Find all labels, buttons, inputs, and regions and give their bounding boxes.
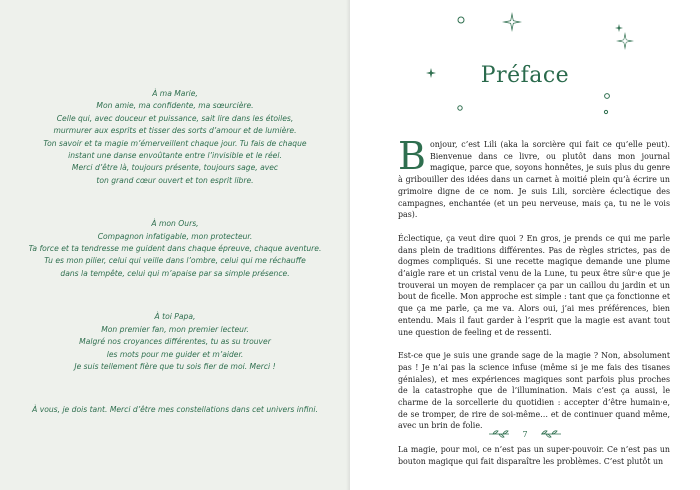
dedication-papa [0, 311, 350, 373]
paragraph: Est-ce que je suis une grande sage de la magie ? Non, absolument pas ! Je n’ai pas la science infuse (même si je me fais des tisanes géniales), et mes expériences magiques sont parfois plus proches de la catastrophe que de l’illumination. Mais c’est ça aussi, le charme de la sorcellerie du quotidien : accepter d’être humain·e, de se tromper, de rire de soi-même… et de continuer quand même, avec un brin de folie. [398, 351, 670, 431]
dedication-line: Mon premier fan, mon premier lecteur. [101, 324, 249, 334]
dedication-all [0, 404, 350, 416]
dedication-line: À mon Ours, [151, 219, 199, 229]
circle-dot-icon [458, 106, 462, 110]
dedications [0, 88, 350, 448]
dedication-line: Ta force et ta tendresse me guident dans chaque épreuve, chaque aventure. [28, 244, 322, 254]
dedication-line: Celle qui, avec douceur et puissance, sait lire dans les étoiles, [56, 113, 294, 123]
dedication-ours [0, 218, 350, 280]
preface-page [350, 0, 700, 490]
page-title: Préface [480, 63, 570, 88]
dedication-line: Malgré nos croyances différentes, tu as su trouver [79, 337, 271, 347]
dedication-line: ton grand cœur ouvert et ton esprit libre. [96, 175, 254, 185]
sparkle-star-icon [615, 24, 623, 32]
dedication-line: Je suis tellement fière que tu sois fier de moi. Merci ! [74, 361, 276, 371]
dedication-line: les mots pour me guider et m’aider. [106, 349, 244, 359]
dedication-line: À ma Marie, [152, 89, 198, 98]
paragraph-text: onjour, c’est Lili (aka la sorcière qui fait ce qu’elle peut). Bienvenue dans ce livre, ou plutôt dans mon journal magique, parce que, soyons honnêtes, je suis plus du genre à gribouiller des idées dans un carnet à moitié plein qu’à écrire un grimoire digne de ce nom. Je suis Lili, sorcière éclectique des campagnes, enchantée (et un peu nerveuse, mais ça, tu ne le vois pas). [398, 140, 670, 220]
dedication-line: Ton savoir et ta magie m’émerveillent chaque jour. Tu fais de chaque [43, 138, 307, 148]
dedication-line: instant une danse envoûtante entre l’invisible et le réel. [68, 151, 282, 161]
paragraph [398, 134, 670, 221]
circle-dot-icon [458, 17, 464, 23]
dedication-line: Tu es mon pilier, celui qui veille dans l’ombre, celui qui me réchauffe [44, 256, 306, 266]
dedication-line: murmurer aux esprits et tisser des sorts d’amour et de lumière. [53, 126, 297, 136]
dedication-line: Merci d’être là, toujours présente, toujours sage, avec [71, 163, 279, 173]
dedication-line: Compagnon infatigable, mon protecteur. [97, 231, 253, 241]
dedication-line: À vous, je dois tant. Merci d’être mes constellations dans cet univers infini. [32, 405, 318, 415]
leaf-ornament-icon [487, 429, 511, 439]
leaf-ornament-icon [539, 429, 563, 439]
dedication-line: À toi Papa, [154, 312, 196, 322]
dedication-line: dans la tempête, celui qui m’apaise par sa simple présence. [60, 268, 290, 278]
drop-cap: B [398, 134, 426, 178]
dedication-marie [0, 88, 350, 187]
paragraph: La magie, pour moi, ce n’est pas un super-pouvoir. Ce n’est pas un bouton magique qui fait disparaître les problèmes. C’est plutôt un [398, 445, 670, 466]
paragraph: Éclectique, ça veut dire quoi ? En gros, je prends ce qui me parle dans plein de traditions différentes. Pas de règles strictes, pas de dogmes compliqués. Si une recette magique demande une plume d’aigle rare et un cristal venu de la Lune, tu peux être sûr·e que je trouverai un moyen de remplacer ça par un caillou du jardin et un bout de ficelle. Mon approche est simple : tant que ça fonctionne et que ça me parle, ça me va. Alors oui, j’ai mes préférences, bien entendu. Mais il faut garder à l’esprit que la magie est avant tout une question de feeling et de ressenti. [398, 233, 670, 337]
circle-dot-icon [604, 110, 607, 113]
page-number: 7 [522, 429, 528, 439]
dedication-line: Mon amie, ma confidente, ma sœurcière. [96, 101, 254, 111]
circle-dot-icon [605, 94, 610, 99]
page-footer [350, 429, 700, 439]
